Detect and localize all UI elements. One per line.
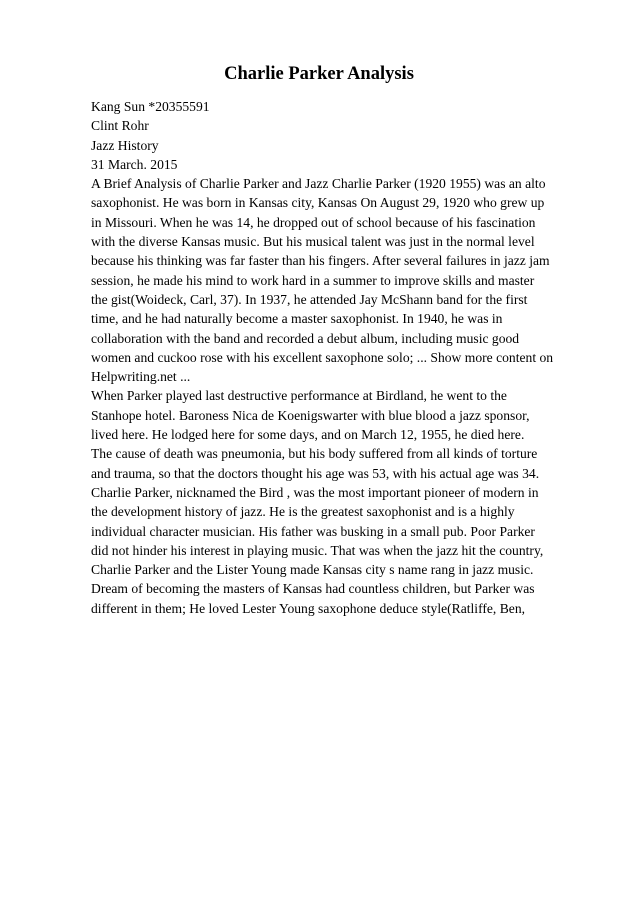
- paragraph-line: Charlie Parker, nicknamed the Bird , was the most important pioneer of modern in: [91, 484, 539, 500]
- paragraph-line: individual character musician. His father was busking in a small pub. Poor Parker: [91, 523, 535, 539]
- paragraph-line: time, and he had naturally become a master saxophonist. In 1940, he was in: [91, 311, 503, 327]
- paragraph-line: Charlie Parker and the Lister Young made Kansas city s name rang in jazz music.: [91, 562, 534, 578]
- paragraph-line: in Missouri. When he was 14, he dropped out of school because of his fascination: [91, 214, 536, 230]
- paragraph-line: Stanhope hotel. Baroness Nica de Koenigswarter with blue blood a jazz sponsor,: [91, 407, 530, 423]
- paragraph-line: When Parker played last destructive performance at Birdland, he went to the: [91, 388, 507, 404]
- paragraph-line: session, he made his mind to work hard in a summer to improve skills and master: [91, 272, 535, 288]
- paragraph-line: the gist(Woideck, Carl, 37). In 1937, he attended Jay McShann band for the first: [91, 291, 528, 307]
- paragraph-line: Dream of becoming the masters of Kansas had countless children, but Parker was: [91, 581, 535, 597]
- header-block: [91, 97, 591, 174]
- paragraph-1: [91, 174, 591, 386]
- paragraph-line: women and cuckoo rose with his excellent saxophone solo; ... Show more content on: [91, 349, 554, 365]
- paragraph-line: lived here. He lodged here for some days, and on March 12, 1955, he died here.: [91, 427, 525, 443]
- author-line: Kang Sun *20355591: [91, 99, 210, 114]
- course-line: Jazz History: [91, 137, 159, 153]
- paragraph-line: saxophonist. He was born in Kansas city, Kansas On August 29, 1920 who grew up: [91, 195, 545, 211]
- paragraph-line: with the diverse Kansas music. But his musical talent was just in the normal level: [91, 234, 535, 250]
- paragraph-line: different in them; He loved Lester Young saxophone deduce style(Ratliffe, Ben,: [91, 600, 526, 616]
- paragraph-line: Helpwriting.net ...: [91, 369, 191, 385]
- paragraph-line: because his thinking was far faster than his fingers. After several failures in jazz jam: [91, 253, 550, 269]
- paragraph-line: A Brief Analysis of Charlie Parker and Jazz Charlie Parker (1920 1955) was an alto: [91, 176, 546, 192]
- paragraph-2: [91, 386, 591, 618]
- paragraph-line: did not hinder his interest in playing music. That was when the jazz hit the country,: [91, 542, 544, 558]
- date-line: 31 March. 2015: [91, 156, 178, 172]
- document-title: Charlie Parker Analysis: [224, 64, 414, 84]
- document-body: [91, 97, 591, 618]
- paragraph-line: The cause of death was pneumonia, but his body suffered from all kinds of torture: [91, 446, 538, 462]
- paragraph-line: and trauma, so that the doctors thought his age was 53, with his actual age was 34.: [91, 465, 540, 481]
- paragraph-line: the development history of jazz. He is the greatest saxophonist and is a highly: [91, 504, 515, 520]
- paragraph-line: collaboration with the band and recorded a debut album, including music good: [91, 330, 520, 346]
- instructor-line: Clint Rohr: [91, 118, 149, 134]
